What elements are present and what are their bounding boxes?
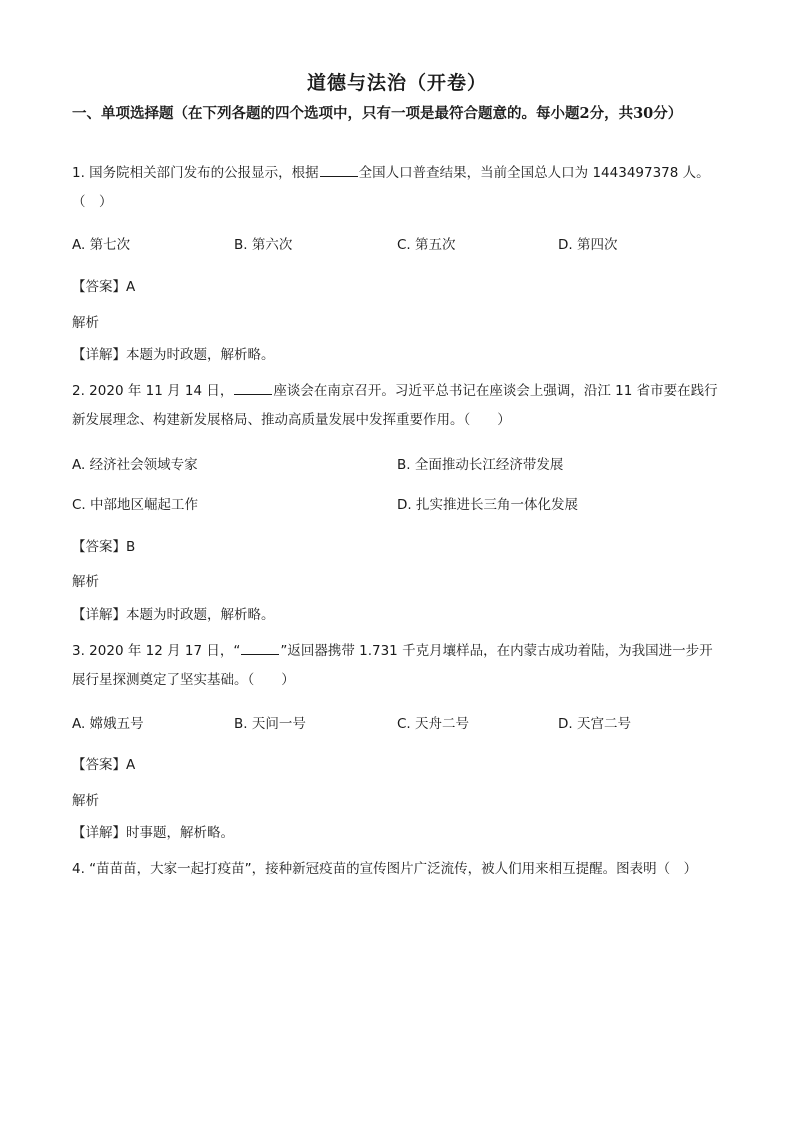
q3-option-a: A. 嫦娥五号	[72, 716, 144, 732]
detail-text: 本题为时政题，解析略。	[126, 607, 275, 623]
page-title: 道德与法治（开卷）	[306, 72, 487, 94]
analysis-label: 解析	[72, 793, 99, 809]
answer-value: A	[126, 757, 136, 773]
section-heading: 一、单项选择题（在下列各题的四个选项中，只有一项是最符合题意的。每小题2分，共30分）	[72, 105, 683, 122]
answer-label: 【答案】	[72, 279, 126, 295]
question-4-stem: 4. “苗苗苗，大家一起打疫苗”，接种新冠疫苗的宣传图片广泛流传，被人们用来相互提醒。图表明（ ）	[72, 861, 698, 877]
q2-detail	[72, 605, 275, 625]
q3-detail	[72, 823, 234, 843]
q2-option-d: D. 扎实推进长三角一体化发展	[397, 497, 578, 513]
answer-label: 【答案】	[72, 539, 126, 555]
q2-option-c: C. 中部地区崛起工作	[72, 497, 199, 513]
q3-analysis-heading	[72, 791, 99, 811]
detail-text: 时事题，解析略。	[126, 825, 234, 841]
answer-value: B	[126, 539, 136, 555]
question-2-stem-start: 2. 2020 年 11 月 14 日，	[72, 383, 234, 399]
question-3-stem	[72, 637, 724, 695]
question-2-stem-end: 座谈会在南京召开。习近平总书记在座谈会上强调，沿江 11 省市要在践行新发展理念、构建新发展格局、推动高质量发展中发挥重要作用。（ ）	[72, 383, 718, 428]
question-3-stem-end: ”返回器携带 1.731 千克月壤样品，在内蒙古成功着陆，为我国进一步开展行星探测奠定了坚实基础。（ ）	[72, 643, 713, 688]
question-3-stem-start: 3. 2020 年 12 月 17 日，“	[72, 643, 241, 659]
q1-option-b: B. 第六次	[234, 237, 293, 253]
q1-detail	[72, 345, 275, 365]
analysis-label: 解析	[72, 315, 99, 331]
question-2-stem	[72, 377, 724, 435]
analysis-label: 解析	[72, 574, 99, 590]
q1-answer	[72, 277, 135, 297]
detail-label: 【详解】	[72, 825, 126, 841]
q2-analysis-heading	[72, 572, 99, 592]
answer-value: A	[126, 279, 136, 295]
q3-option-d: D. 天宫二号	[558, 716, 631, 732]
q3-option-b: B. 天问一号	[234, 716, 306, 732]
blank-underline	[320, 163, 358, 177]
q2-option-a: A. 经济社会领域专家	[72, 457, 198, 473]
q2-option-b: B. 全面推动长江经济带发展	[397, 457, 564, 473]
question-1-stem-end: 全国人口普查结果，当前全国总人口为 1443497378 人。（ ）	[72, 165, 710, 210]
q1-analysis-heading	[72, 313, 99, 333]
detail-label: 【详解】	[72, 607, 126, 623]
q1-option-c: C. 第五次	[397, 237, 456, 253]
detail-text: 本题为时政题，解析略。	[126, 347, 275, 363]
blank-underline	[241, 641, 279, 655]
q1-option-a: A. 第七次	[72, 237, 131, 253]
q1-option-d: D. 第四次	[558, 237, 618, 253]
q3-option-c: C. 天舟二号	[397, 716, 470, 732]
q2-answer	[72, 537, 135, 557]
detail-label: 【详解】	[72, 347, 126, 363]
question-1-stem-start: 1. 国务院相关部门发布的公报显示，根据	[72, 165, 319, 181]
answer-label: 【答案】	[72, 757, 126, 773]
q3-answer	[72, 755, 135, 775]
blank-underline	[234, 381, 272, 395]
question-1-stem	[72, 159, 724, 217]
